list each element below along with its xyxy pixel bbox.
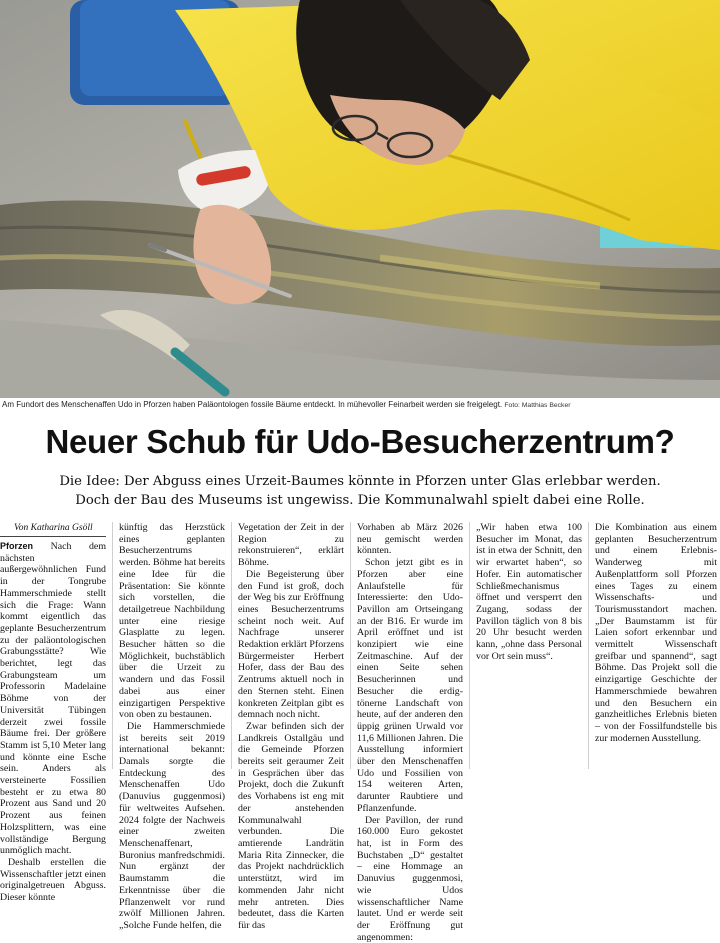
subline-line-1: Die Idee: Der Abguss eines Urzeit-Baumes könnte in Pforzen unter Glas erlebbar werden.	[59, 474, 661, 489]
paragraph: künftig das Herzstück eines geplanten Besucherzentrums werden. Böhme hat bereits eine Idee für die Präsentation: Sie könnte sich vorstellen, die detailgetreue Nachbildung unter eine riesige Glasplatte zu legen. Besucher hätten so die Möglichkeit, buchstäblich über die Urzeit zu wandern und das Fossil dabei aus einer einzigartigen Perspektive von oben zu bestaunen.	[119, 522, 225, 721]
caption-text: Am Fundort des Menschenaffen Udo in Pforzen haben Paläontologen fossile Bäume entdeckt. In mühevoller Feinarbeit werden sie freigelegt.	[2, 400, 503, 409]
photo-credit: Foto: Matthias Becker	[504, 402, 571, 409]
column-divider	[112, 522, 113, 769]
paragraph: „Wir haben etwa 100 Besucher im Monat, das ist in etwa der Schnitt, den wir erwartet haben“, so Hofer. Ein automatischer Schließmechanismus öffnet und versperrt den Zugang, sodass der Pavillon täglich von 8 bis 20 Uhr besucht werden kann, „ohne dass Personal vor Ort sein muss“.	[476, 522, 582, 662]
dateline: Pforzen	[0, 541, 34, 551]
paragraph: Die Kombination aus einem geplanten Besucherzentrum und einem Erlebnis-Wanderweg mit Außenplattform soll Pforzen eines Tages zu einem Wissenschafts- und Tourismusstandort machen. „Der Baumstamm ist für Laien sofort erkennbar und vermittelt Wissenschaft greifbar und spannend“, sagt Böhme. Das Projekt soll die einzigartige Geschichte der Hammerschmiede bewahren und den Besuchern ein ganzheitliches Erlebnis bieten – von der Fossilfundstelle bis zur modernen Ausstellung.	[595, 522, 717, 744]
excavation-illustration	[0, 0, 720, 398]
byline: Von Katharina Gsöll	[0, 522, 106, 537]
photo-caption	[2, 398, 718, 412]
column-divider	[231, 522, 232, 769]
article-subline	[40, 472, 680, 510]
article-column-2	[119, 522, 225, 931]
paragraph-text: Nach dem nächsten außergewöhnlichen Fund in der Tongrube Hammerschmiede stellt sich die Frage: Wann kommt eigentlich das geplante Besucherzentrum zu der paläontologischen Grabungsstätte? Wie berichtet, legt das Grabungsteam um Professorin Madelaine Böhme von der Universität Tübingen derzeit zwei fossile Bäume frei. Der größere Stamm ist 5,10 Meter lang und könnte eine Esche sein. Anders als versteinerte Fossilien besteht er zu etwa 80 Prozent aus Sand und 20 Prozent aus feinen Holzsplittern, was eine vollständige Bergung unmöglich macht.	[0, 541, 107, 857]
article-column-5	[476, 522, 582, 769]
article-column-4	[357, 522, 463, 943]
paragraph: Die Begeisterung über den Fund ist groß, doch der Weg bis zur Eröffnung eines Besucherzentrums scheint noch weit. Auf Nachfrage unserer Redaktion erklärt Pforzens Bürgermeister Herbert Hofer, dass der Bau des Zentrums aktuell noch in den Sternen steht. Einen konkreten Zeitplan gibt es demnach noch nicht.	[238, 568, 344, 721]
subline-line-2: Doch der Bau des Museums ist ungewiss. Die Kommunalwahl spielt dabei eine Rolle.	[75, 493, 645, 508]
paragraph: Vorhaben ab März 2026 neu gemischt werden könnten.	[357, 522, 463, 557]
paragraph: Der Pavillon, der rund 160.000 Euro gekostet hat, ist in Form des Buchstaben „D“ gestaltet – eine Hommage an Danuvius guggenmosi, wie Udos wissenschaftlicher Name lautet. Und er werde seit der Eröffnung gut angenommen:	[357, 814, 463, 943]
paragraph	[0, 541, 106, 857]
column-divider	[469, 522, 470, 769]
article-column-6	[595, 522, 717, 769]
column-divider	[350, 522, 351, 769]
column-divider	[588, 522, 589, 769]
paragraph: Die Hammerschmiede ist bereits seit 2019 international bekannt: Damals sorgte die Entdeckung des Menschenaffen Udo (Danuvius guggenmosi) für weltweites Aufsehen. 2024 folgte der Nachweis einer zweiten Menschenaffenart, Buronius manfredschmidi. Nun ergänzt der Baumstamm die Erkenntnisse über die Pflanzenwelt vor rund zwölf Millionen Jahren. „Solche Funde helfen, die	[119, 720, 225, 931]
paragraph: Zwar befinden sich der Landkreis Ostallgäu und die Gemeinde Pforzen bereits seit geraumer Zeit in Gesprächen über das Projekt, doch die Zukunft des Vorhabens ist eng mit der anstehenden Kommunalwahl verbunden. Die amtierende Landrätin Maria Rita Zinnecker, die das Projekt nachdrücklich unterstützt, wird im kommenden Jahr nicht mehr antreten. Dies bedeutet, dass die Karten für das	[238, 720, 344, 931]
paragraph: Schon jetzt gibt es in Pforzen aber eine Anlaufstelle für Interessierte: den Udo-Pavillon am Ortseingang an der B16. Er wurde im April eröffnet und ist konzipiert wie eine Zeitmaschine. Auf der einen Seite sehen Besucherinnen und Besucher die erdig-tönerne Landschaft von heute, auf der anderen den üppig grünen Urwald vor 11,6 Millionen Jahren. Die Ausstellung informiert über den Menschenaffen Udo und Fossilien von 154 weiteren Arten, darunter Raubtiere und Pflanzenfunde.	[357, 557, 463, 814]
article-photo	[0, 0, 720, 398]
paragraph: Vegetation der Zeit in der Region zu rekonstruieren“, erklärt Böhme.	[238, 522, 344, 569]
article-headline: Neuer Schub für Udo-Besucherzentrum?	[45, 423, 675, 460]
paragraph: Deshalb erstellen die Wissenschaftler jetzt einen originalgetreuen Abguss. Dieser könnte	[0, 856, 106, 904]
article-column-1	[0, 522, 107, 904]
article-column-3	[238, 522, 344, 931]
